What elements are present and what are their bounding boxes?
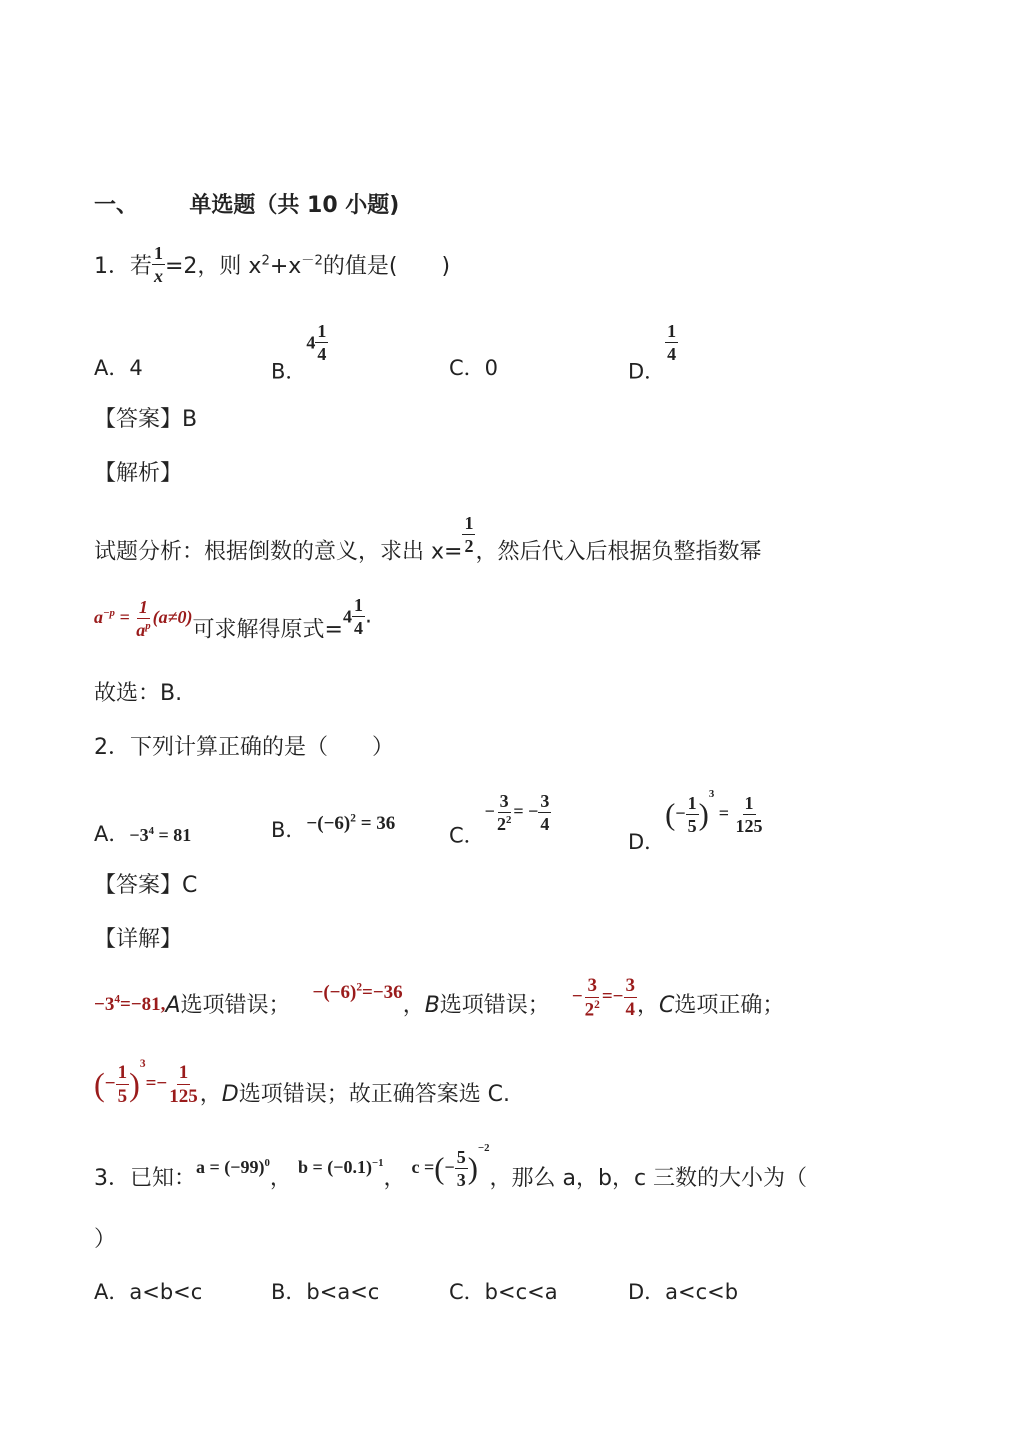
question-2-stem: 2．下列计算正确的是（ ） [94,735,394,760]
q1-fraction: $\frac{1}{x}$ [154,243,163,286]
q1-answer: 【答案】B [94,407,198,432]
q2-detail-line-2: (− $\frac{1}{5}$ )$^3$=− $\frac{1}{125}$ ，D选项错误；故正确答案选 C. [94,1058,511,1108]
q3-option-a[interactable]: A．a<b<c [94,1280,203,1304]
q1-eq: =2，则 x [165,254,262,279]
q3-option-c[interactable]: C．b<c<a [449,1280,558,1304]
q1-option-d[interactable]: D． $\frac{1}{4}$ [628,321,677,384]
q2-option-b[interactable]: B．$-(-6)^2 = 36$ [271,812,396,842]
question-1-stem: 1．若 $\frac{1}{x}$ =2，则 $x^2+x^{-2}$的值是( ) [94,243,451,286]
negative-exponent-formula: $a^{-p}$ = $\frac{1}{a^p}$ (a≠0) [94,596,193,640]
q1-analysis-line-1: 试题分析：根据倒数的意义，求出 x= $\frac{1}{2}$ ，然后代入后根据负整指数幂 [94,513,762,565]
q2-answer: 【答案】C [94,873,198,898]
section-heading [94,188,399,219]
question-3-stem: 3．已知：$a = (-99)^0$， $b = (-0.1)^{-1}$， c =(− $\frac{5}{3}$ )$^{-2}$，那么 a，b，c 三数的大小为（ [94,1142,808,1191]
section-number: 一、 [94,193,139,218]
q1-option-a[interactable]: A．4 [94,356,143,380]
q3-option-d[interactable]: D．a<c<b [628,1280,739,1304]
q1-choose: 故选：B. [94,681,183,706]
q1-analysis-heading: 【解析】 [94,461,183,486]
q2-option-a[interactable]: A．$-3^4 = 81$ [94,822,192,846]
q1-option-c[interactable]: C．0 [449,356,499,380]
q2-detail-line-1: $-3^4=-81,A$选项错误； $-(-6)^2=-36$，B选项错误； − $\frac{3}{2^2}$ =− $\frac{3}{4}$ ，C选项正确； [94,975,785,1021]
q1-analysis-line-2: $a^{-p}$ = $\frac{1}{a^p}$ (a≠0)可求解得原式=4 $\frac{1}{4}$ . [94,595,372,643]
q1-option-b[interactable]: B．4 $\frac{1}{4}$ [271,321,327,384]
q2-option-c[interactable]: C．− $\frac{3}{2^2}$ = − $\frac{3}{4}$ [449,791,550,848]
q3-option-b[interactable]: B．b<a<c [271,1280,380,1304]
q1-analysis-fraction: $\frac{1}{2}$ [464,513,474,556]
q1-prefix: 1．若 [94,254,152,279]
q2-detail-heading: 【详解】 [94,927,183,952]
section-title: 单选题（共 10 小题) [189,193,400,218]
q3-stem-close: ） [94,1227,117,1252]
q2-option-d[interactable]: D．(− $\frac{1}{5}$ )$^3$ = $\frac{1}{125}$ [628,788,763,854]
